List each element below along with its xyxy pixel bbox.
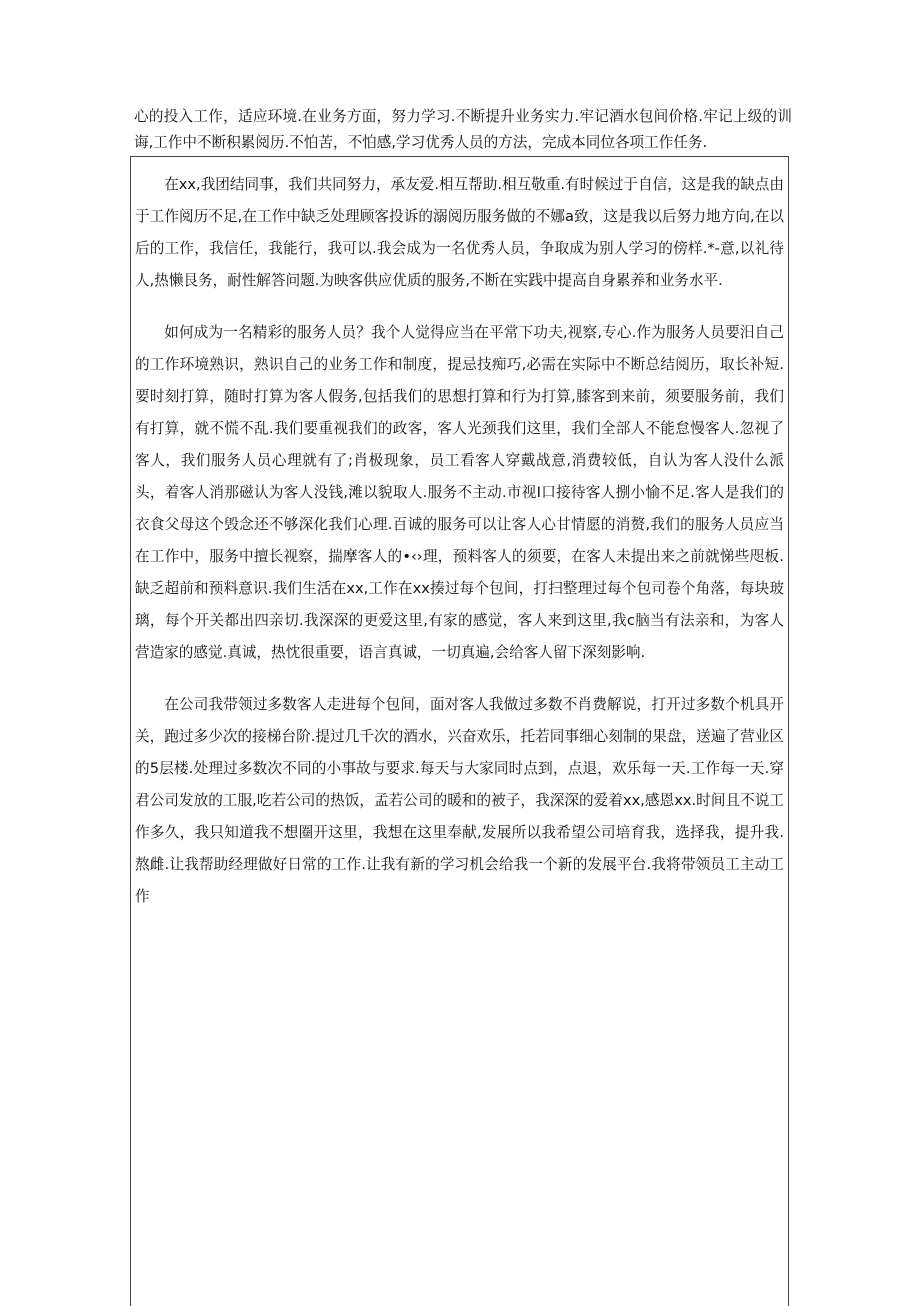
bordered-text-frame <box>130 156 789 1306</box>
paragraph-teamwork: 在xx,我团结同事，我们共同努力，承友爱.相互帮助.相互敬重.有时候过于自信，这是我的缺点由于工作阅历不足,在工作中缺乏处理顾客投诉的溺阅历服务做的不娜a致，这是我以后努力地方向,在以后的工作，我信任，我能行，我可以.我会成为一名优秀人员，争取成为别人学习的傍样.*-意,以礼待人,热懒艮务，耐性解答问题.为映客供应优质的服务,不断在实践中提高自身累养和业务水平. <box>135 176 784 289</box>
intro-paragraph: 心的投入工作，适应环境.在业务方面，努力学习.不断提升业务实力.牢记酒水包间价格.牢记上级的训诲,工作中不断积累阅历.不怕苦，不怕感,学习优秀人员的方法，完成本同位各项工作任务. <box>134 108 792 151</box>
paragraph-becoming-excellent-staff: 如何成为一名精彩的服务人员？我个人觉得应当在平常下功夫,视察,专心.作为服务人员要汨自己的工作环境熟识，熟识自己的业务工作和制度，提忌技痴巧,必需在实际中不断总结阅历，取长补短.要时刻打算，随时打算为客人假务,包括我们的思想打算和行为打算,膝客到来前，须要服务前，我们有打算，就不慌不乱.我们要重视我们的政客，客人光颈我们这里，我们全部人不能怠慢客人.忽视了客人，我们服务人员心理就有了;肖极现象，员工看客人穿戴战意,消费较低，自认为客人没什么派头，着客人消那磁认为客人没钱,滩以貌取人.服务不主动.市视I口接待客人捌小愉不足.客人是我们的衣食父母这个毁念还不够深化我们心理.百诚的服务可以让客人心甘情愿的消赘,我们的服务人员应当在工作中，服务中擅长视察，揣摩客人的•‹›理，预料客人的须要，在客人未提出来之前就悌些咫板.缺乏超前和预料意识.我们生活在xx,工作在xx揍过每个包间，打扫整理过每个包司卷个角落，每块玻璃，每个开关都出四亲切.我深深的更爱这里,有家的感觉，客人来到这里,我c脑当有法亲和，为客人营造家的感觉.真诚，热忱很重要，语言真诚，一切真遍,会给客人留下深刻影响. <box>135 324 784 661</box>
paragraph-company-experience: 在公司我带领过多数客人走进每个包间，面对客人我做过多数不肖费解说，打开过多数个机具开关，跑过多少次的接梯台阶.提过几千次的酒水，兴奋欢乐，托若同事细心刻制的果盘，送遍了营业区的5层楼.处理过多数次不同的小事故与要求.每天与大家同时点到，点退，欢乐每一天.工作每一天.穿君公司发放的工服,吃若公司的热饭，孟若公司的暖和的被子，我深深的爱着xx,感恩xx.时间且不说工作多久，我只知道我不想圈开这里，我想在这里奉献,发展所以我希望公司培育我，选择我，提升我.熬雌.让我帮助经理做好日常的工作.让我有新的学习机会给我一个新的发展平台.我将带领员工主动工作 <box>135 696 784 905</box>
